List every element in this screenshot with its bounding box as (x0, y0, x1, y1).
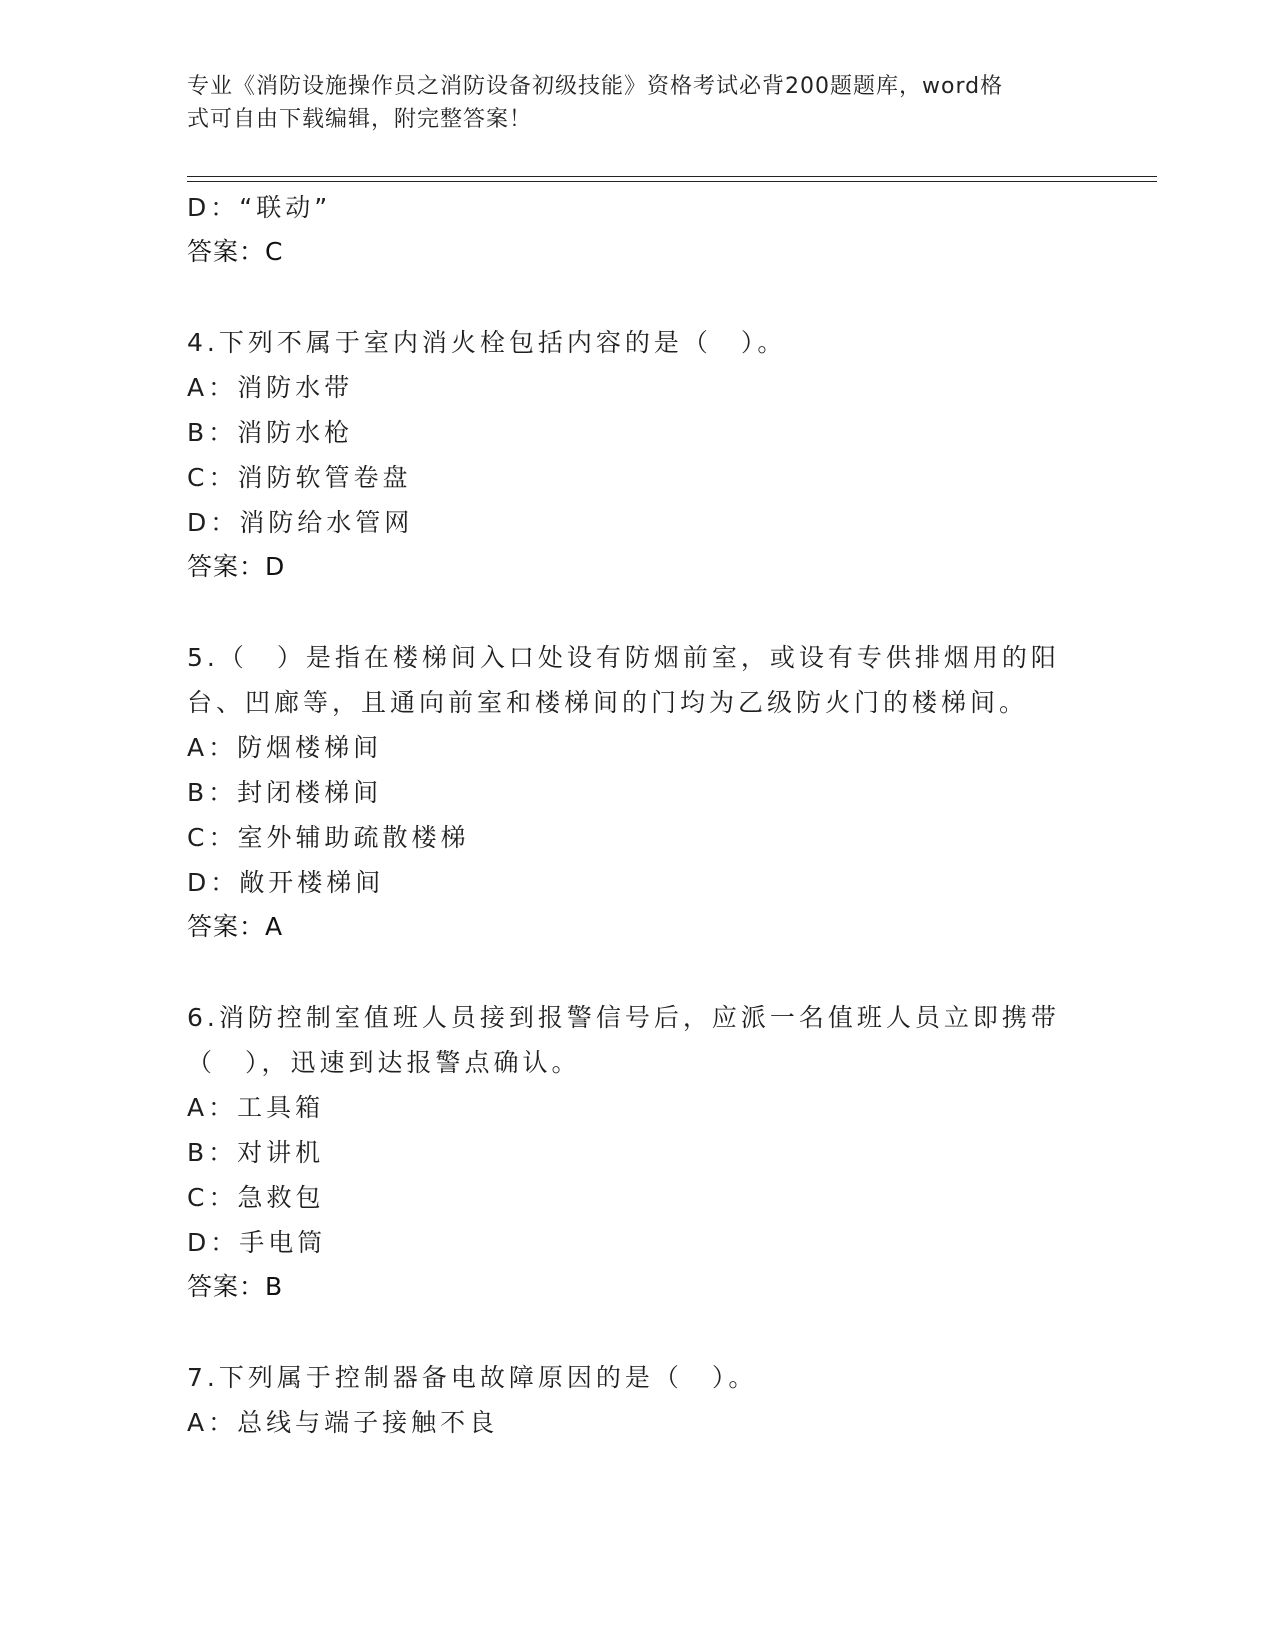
q7-stem: 7.下列属于控制器备电故障原因的是（ ）。 (187, 1363, 758, 1392)
q5-option-b: B：封闭楼梯间 (187, 778, 383, 807)
q4-stem: 4.下列不属于室内消火栓包括内容的是（ ）。 (187, 328, 787, 357)
q5-option-d: D：敞开楼梯间 (187, 868, 385, 897)
q6-option-c: C：急救包 (187, 1183, 325, 1212)
q5-option-a: A：防烟楼梯间 (187, 733, 383, 762)
q7-option-a: A：总线与端子接触不良 (187, 1408, 499, 1437)
q4-answer: 答案：D (187, 552, 286, 581)
header-line-2: 式可自由下载编辑，附完整答案！ (187, 107, 533, 132)
q4-option-d: D：消防给水管网 (187, 508, 414, 537)
q4-option-a: A：消防水带 (187, 373, 354, 402)
q4-option-c: C：消防软管卷盘 (187, 463, 412, 492)
q5-stem-line-2: 台、凹廊等，且通向前室和楼梯间的门均为乙级防火门的楼梯间。 (187, 688, 1029, 717)
header-divider-bottom (187, 181, 1157, 182)
q6-answer: 答案：B (187, 1272, 284, 1301)
q6-option-b: B：对讲机 (187, 1138, 325, 1167)
q6-stem-line-1: 6.消防控制室值班人员接到报警信号后，应派一名值班人员立即携带 (187, 1003, 1060, 1032)
document-header (187, 70, 1067, 136)
header-line-1: 专业《消防设施操作员之消防设备初级技能》资格考试必背200题题库，word格 (187, 74, 1004, 99)
q6-stem-line-2: （ ），迅速到达报警点确认。 (187, 1048, 581, 1077)
q6-option-d: D：手电筒 (187, 1228, 327, 1257)
q6-option-a: A：工具箱 (187, 1093, 325, 1122)
q5-answer: 答案：A (187, 912, 284, 941)
q3-option-d: D：“联动” (187, 193, 332, 222)
q4-option-b: B：消防水枪 (187, 418, 354, 447)
header-divider-top (187, 176, 1157, 177)
q5-stem-line-1: 5.（ ）是指在楼梯间入口处设有防烟前室，或设有专供排烟用的阳 (187, 643, 1060, 672)
q5-option-c: C：室外辅助疏散楼梯 (187, 823, 470, 852)
q3-answer: 答案：C (187, 237, 284, 266)
